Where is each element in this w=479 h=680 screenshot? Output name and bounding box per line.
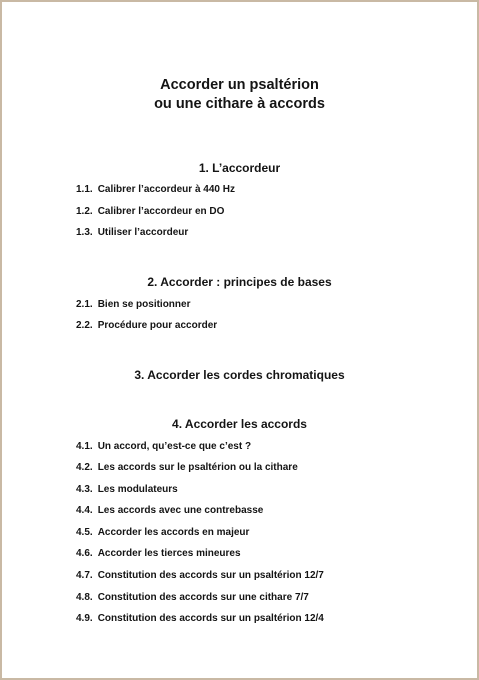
toc-item-number: 4.3. bbox=[76, 484, 93, 495]
toc-item-number: 4.1. bbox=[76, 441, 93, 452]
toc-item-label: Calibrer l’accordeur à 440 Hz bbox=[97, 184, 235, 195]
toc-item-number: 4.8. bbox=[76, 592, 93, 603]
toc-item bbox=[76, 591, 309, 604]
section-heading-1: 1. L’accordeur bbox=[198, 161, 281, 175]
toc-item bbox=[76, 440, 251, 453]
toc-item-label: Accorder les accords en majeur bbox=[97, 527, 250, 538]
toc-item-number: 4.7. bbox=[76, 570, 93, 581]
toc-item-label: Constitution des accords sur un psaltérion 12/7 bbox=[97, 570, 324, 581]
toc-item bbox=[76, 547, 241, 560]
toc-item-label: Un accord, qu’est-ce que c’est ? bbox=[97, 441, 252, 452]
toc-item-label: Procédure pour accorder bbox=[97, 320, 218, 331]
section-heading-3: 3. Accorder les cordes chromatiques bbox=[134, 368, 345, 382]
toc-item-label: Constitution des accords sur un psaltérion 12/4 bbox=[97, 613, 324, 624]
document-title-line-2: ou une cithare à accords bbox=[154, 96, 325, 112]
toc-item bbox=[76, 183, 235, 196]
section-heading-2: 2. Accorder : principes de bases bbox=[147, 275, 332, 289]
toc-item bbox=[76, 612, 324, 625]
toc-item bbox=[76, 319, 217, 332]
toc-item-number: 4.5. bbox=[76, 527, 93, 538]
toc-item-label: Utiliser l’accordeur bbox=[97, 227, 189, 238]
toc-item bbox=[76, 483, 178, 496]
toc-item bbox=[76, 504, 263, 517]
toc-item-label: Bien se positionner bbox=[97, 299, 191, 310]
toc-item-label: Les modulateurs bbox=[97, 484, 178, 495]
section-heading-4: 4. Accorder les accords bbox=[172, 417, 307, 431]
toc-item-label: Calibrer l’accordeur en DO bbox=[97, 206, 225, 217]
toc-item-number: 1.3. bbox=[76, 227, 93, 238]
toc-item bbox=[76, 526, 249, 539]
toc-item bbox=[76, 205, 224, 218]
toc-item bbox=[76, 226, 188, 239]
toc-item bbox=[76, 569, 324, 582]
toc-item-number: 4.4. bbox=[76, 505, 93, 516]
toc-item-label: Les accords avec une contrebasse bbox=[97, 505, 264, 516]
toc-item-label: Constitution des accords sur une cithare 7/7 bbox=[97, 592, 309, 603]
toc-item bbox=[76, 461, 298, 474]
toc-item-number: 2.1. bbox=[76, 299, 93, 310]
toc-item-label: Accorder les tierces mineures bbox=[97, 548, 241, 559]
document-page bbox=[2, 2, 477, 678]
document-title-line-1: Accorder un psaltérion bbox=[160, 77, 319, 93]
toc-item-number: 4.2. bbox=[76, 462, 93, 473]
toc-item-number: 4.9. bbox=[76, 613, 93, 624]
toc-item-number: 4.6. bbox=[76, 548, 93, 559]
toc-item-label: Les accords sur le psaltérion ou la cithare bbox=[97, 462, 298, 473]
toc-item-number: 1.1. bbox=[76, 184, 93, 195]
toc-item-number: 2.2. bbox=[76, 320, 93, 331]
toc-item bbox=[76, 298, 190, 311]
toc-item-number: 1.2. bbox=[76, 206, 93, 217]
